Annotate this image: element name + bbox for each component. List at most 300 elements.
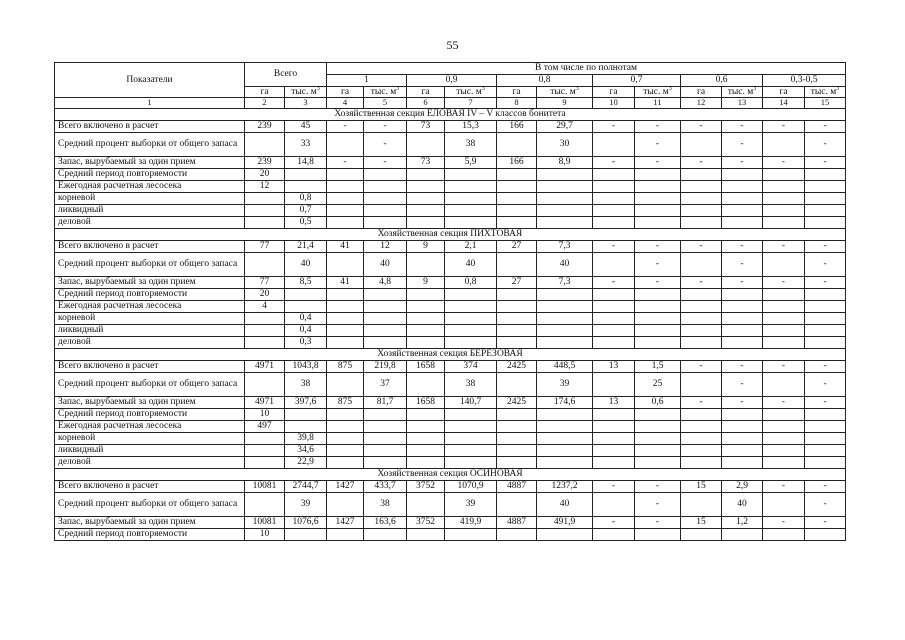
table-cell: 21,4	[285, 240, 327, 252]
table-cell: 374	[445, 360, 497, 372]
table-cell: -	[805, 240, 846, 252]
table-cell: 4,8	[364, 276, 407, 288]
table-cell: 8,5	[285, 276, 327, 288]
table-row	[55, 312, 846, 324]
table-cell: 397,6	[285, 396, 327, 408]
table-cell	[537, 432, 593, 444]
table-cell	[497, 252, 537, 276]
table-cell: -	[805, 396, 846, 408]
table-cell	[327, 168, 364, 180]
table-cell: 140,7	[445, 396, 497, 408]
row-label: корневой	[55, 192, 245, 204]
table-cell	[635, 408, 681, 420]
table-cell	[805, 312, 846, 324]
table-cell: 1427	[327, 480, 364, 492]
table-cell: 12	[364, 240, 407, 252]
total-header: Всего	[245, 63, 327, 87]
table-cell	[327, 192, 364, 204]
table-cell: 0,8	[285, 192, 327, 204]
table-cell: -	[593, 480, 635, 492]
table-cell: 1237,2	[537, 480, 593, 492]
table-cell	[681, 288, 722, 300]
table-cell	[635, 324, 681, 336]
table-cell: 41	[327, 276, 364, 288]
table-cell	[805, 432, 846, 444]
table-cell: 1427	[327, 516, 364, 528]
table-cell	[445, 336, 497, 348]
table-cell	[722, 192, 763, 204]
table-body	[55, 108, 846, 540]
table-cell	[245, 132, 285, 156]
table-cell: 38	[364, 492, 407, 516]
table-cell	[407, 420, 445, 432]
row-label: Ежегодная расчетная лесосека	[55, 420, 245, 432]
table-cell	[763, 312, 805, 324]
table-row	[55, 492, 846, 516]
column-number: 2	[245, 98, 285, 108]
table-cell	[445, 420, 497, 432]
table-cell: 39	[537, 372, 593, 396]
table-cell: 875	[327, 396, 364, 408]
table-cell	[763, 252, 805, 276]
row-label: Средний период повторяемости	[55, 288, 245, 300]
table-cell	[537, 312, 593, 324]
table-cell: 10	[245, 408, 285, 420]
table-cell: -	[593, 516, 635, 528]
table-cell	[364, 168, 407, 180]
table-cell	[327, 216, 364, 228]
section-title-row	[55, 108, 846, 120]
row-label: деловой	[55, 456, 245, 468]
row-label: деловой	[55, 336, 245, 348]
table-cell: 7,3	[537, 276, 593, 288]
table-cell: 4887	[497, 480, 537, 492]
table-cell	[407, 192, 445, 204]
density-header: 1	[327, 75, 407, 87]
table-cell	[537, 180, 593, 192]
table-cell: 41	[327, 240, 364, 252]
table-cell	[327, 132, 364, 156]
table-cell	[681, 528, 722, 540]
table-cell	[364, 432, 407, 444]
table-cell	[327, 456, 364, 468]
table-row	[55, 240, 846, 252]
table-cell	[245, 252, 285, 276]
table-header	[55, 63, 846, 109]
unit-ha: га	[681, 87, 722, 98]
table-cell	[763, 420, 805, 432]
table-cell	[681, 300, 722, 312]
unit-ha: га	[497, 87, 537, 98]
table-cell	[722, 324, 763, 336]
table-cell	[681, 252, 722, 276]
table-cell: 40	[445, 252, 497, 276]
table-cell	[327, 312, 364, 324]
table-cell	[681, 180, 722, 192]
row-label: Средний процент выборки от общего запаса	[55, 252, 245, 276]
table-cell: -	[763, 120, 805, 132]
table-cell	[497, 180, 537, 192]
table-cell	[407, 324, 445, 336]
table-cell: 2,1	[445, 240, 497, 252]
table-cell: 38	[285, 372, 327, 396]
table-cell: 45	[285, 120, 327, 132]
table-cell	[722, 336, 763, 348]
table-cell: 433,7	[364, 480, 407, 492]
table-cell: 0,4	[285, 324, 327, 336]
table-cell	[593, 528, 635, 540]
table-cell	[635, 312, 681, 324]
table-cell	[285, 408, 327, 420]
table-cell: 5,9	[445, 156, 497, 168]
table-cell	[497, 312, 537, 324]
table-cell: 33	[285, 132, 327, 156]
table-cell	[497, 132, 537, 156]
table-cell	[245, 324, 285, 336]
table-cell	[445, 456, 497, 468]
table-row	[55, 120, 846, 132]
table-cell: 39,8	[285, 432, 327, 444]
table-cell	[593, 492, 635, 516]
table-cell	[593, 408, 635, 420]
table-cell: 239	[245, 120, 285, 132]
table-cell: 27	[497, 276, 537, 288]
table-cell	[327, 492, 364, 516]
table-cell	[327, 408, 364, 420]
table-cell	[245, 444, 285, 456]
density-header: 0,7	[593, 75, 681, 87]
table-cell: -	[722, 120, 763, 132]
table-cell	[245, 432, 285, 444]
table-cell: 219,8	[364, 360, 407, 372]
table-cell: -	[763, 360, 805, 372]
table-cell	[497, 408, 537, 420]
table-cell	[805, 324, 846, 336]
table-cell	[497, 324, 537, 336]
table-row	[55, 444, 846, 456]
table-cell	[681, 336, 722, 348]
table-cell	[445, 204, 497, 216]
table-cell	[722, 312, 763, 324]
table-cell	[364, 312, 407, 324]
table-row	[55, 336, 846, 348]
table-row	[55, 372, 846, 396]
table-cell: 0,6	[635, 396, 681, 408]
table-cell	[722, 216, 763, 228]
unit-ha: га	[407, 87, 445, 98]
table-cell	[805, 180, 846, 192]
table-cell: -	[681, 396, 722, 408]
table-cell: 20	[245, 288, 285, 300]
table-cell	[497, 288, 537, 300]
table-cell: 3752	[407, 516, 445, 528]
table-cell	[635, 336, 681, 348]
table-cell	[407, 456, 445, 468]
table-cell	[537, 300, 593, 312]
table-cell	[497, 456, 537, 468]
column-number: 10	[593, 98, 635, 108]
table-cell	[327, 252, 364, 276]
table-cell	[285, 168, 327, 180]
table-cell	[681, 408, 722, 420]
table-cell	[593, 288, 635, 300]
table-cell: -	[593, 156, 635, 168]
table-cell: 9	[407, 276, 445, 288]
table-cell	[593, 432, 635, 444]
table-row	[55, 432, 846, 444]
table-cell	[763, 204, 805, 216]
row-label: Всего включено в расчет	[55, 240, 245, 252]
table-cell	[407, 204, 445, 216]
table-cell	[722, 456, 763, 468]
table-cell: 1070,9	[445, 480, 497, 492]
table-cell: 497	[245, 420, 285, 432]
table-cell: 40	[364, 252, 407, 276]
table-cell: 40	[537, 492, 593, 516]
table-cell: 2,9	[722, 480, 763, 492]
table-cell	[497, 420, 537, 432]
table-cell: 38	[445, 132, 497, 156]
table-cell: -	[805, 372, 846, 396]
table-cell	[445, 432, 497, 444]
section-title: Хозяйственная секция ПИХТОВАЯ	[55, 228, 846, 240]
row-label: Средний период повторяемости	[55, 528, 245, 540]
table-row	[55, 204, 846, 216]
table-cell: -	[593, 276, 635, 288]
section-title: Хозяйственная секция ЕЛОВАЯ IV – V классов бонитета	[55, 108, 846, 120]
table-cell	[635, 180, 681, 192]
table-cell: 1,5	[635, 360, 681, 372]
unit-ha: га	[593, 87, 635, 98]
table-cell: 0,8	[445, 276, 497, 288]
table-cell	[285, 420, 327, 432]
table-cell	[722, 204, 763, 216]
table-cell: 40	[722, 492, 763, 516]
table-cell: -	[364, 120, 407, 132]
table-cell: 22,9	[285, 456, 327, 468]
table-cell	[763, 132, 805, 156]
table-cell: -	[722, 372, 763, 396]
table-cell: -	[681, 156, 722, 168]
table-cell	[681, 324, 722, 336]
table-cell	[407, 312, 445, 324]
table-cell	[364, 300, 407, 312]
table-cell: -	[635, 516, 681, 528]
table-cell	[407, 180, 445, 192]
table-row	[55, 252, 846, 276]
table-cell: 2744,7	[285, 480, 327, 492]
table-cell: 239	[245, 156, 285, 168]
table-cell: -	[722, 360, 763, 372]
table-cell	[445, 312, 497, 324]
table-cell: -	[805, 156, 846, 168]
table-row	[55, 132, 846, 156]
table-cell	[407, 444, 445, 456]
table-cell	[722, 420, 763, 432]
table-cell	[805, 300, 846, 312]
table-cell	[635, 204, 681, 216]
table-cell	[407, 300, 445, 312]
row-label: Запас, вырубаемый за один прием	[55, 156, 245, 168]
section-title: Хозяйственная секция ОСИНОВАЯ	[55, 468, 846, 480]
table-cell	[445, 216, 497, 228]
table-cell	[763, 216, 805, 228]
table-cell: 163,6	[364, 516, 407, 528]
table-cell	[635, 456, 681, 468]
table-cell	[635, 528, 681, 540]
table-cell	[763, 372, 805, 396]
table-cell	[364, 336, 407, 348]
table-cell	[635, 168, 681, 180]
table-cell: 1658	[407, 396, 445, 408]
table-cell	[445, 408, 497, 420]
table-cell	[681, 444, 722, 456]
table-cell	[537, 336, 593, 348]
column-number: 14	[763, 98, 805, 108]
table-cell: -	[722, 252, 763, 276]
table-cell: -	[327, 156, 364, 168]
table-row	[55, 408, 846, 420]
table-cell	[763, 528, 805, 540]
table-cell	[635, 444, 681, 456]
table-cell	[445, 300, 497, 312]
table-cell	[285, 528, 327, 540]
table-cell	[763, 408, 805, 420]
table-cell: -	[805, 516, 846, 528]
table-cell: 4887	[497, 516, 537, 528]
table-cell: 7,3	[537, 240, 593, 252]
table-cell	[285, 180, 327, 192]
table-cell: 1,2	[722, 516, 763, 528]
table-cell	[245, 372, 285, 396]
table-cell: 10081	[245, 480, 285, 492]
table-cell: 1076,6	[285, 516, 327, 528]
column-number: 12	[681, 98, 722, 108]
table-cell	[327, 300, 364, 312]
table-cell: 8,9	[537, 156, 593, 168]
table-cell	[445, 180, 497, 192]
table-cell	[327, 180, 364, 192]
table-cell: 13	[593, 396, 635, 408]
table-cell	[593, 372, 635, 396]
indicators-header: Показатели	[55, 63, 245, 98]
table-cell	[327, 420, 364, 432]
table-cell: 166	[497, 120, 537, 132]
table-cell: -	[763, 156, 805, 168]
table-cell	[763, 324, 805, 336]
table-cell	[722, 444, 763, 456]
table-cell: -	[805, 480, 846, 492]
column-number: 11	[635, 98, 681, 108]
table-cell: 73	[407, 156, 445, 168]
table-cell	[245, 492, 285, 516]
forest-allowable-cut-table	[54, 62, 846, 541]
table-cell	[593, 216, 635, 228]
table-cell: 10	[245, 528, 285, 540]
row-label: ликвидный	[55, 444, 245, 456]
table-cell	[445, 324, 497, 336]
table-row	[55, 156, 846, 168]
table-cell	[593, 324, 635, 336]
table-row	[55, 288, 846, 300]
table-cell	[497, 168, 537, 180]
table-cell	[537, 168, 593, 180]
table-cell	[245, 192, 285, 204]
row-label: корневой	[55, 432, 245, 444]
table-row	[55, 360, 846, 372]
table-cell	[763, 432, 805, 444]
table-cell	[407, 216, 445, 228]
table-row	[55, 168, 846, 180]
table-cell: 25	[635, 372, 681, 396]
table-cell: -	[763, 480, 805, 492]
table-cell	[805, 456, 846, 468]
table-cell: 37	[364, 372, 407, 396]
table-cell	[805, 192, 846, 204]
table-cell	[497, 492, 537, 516]
table-row	[55, 324, 846, 336]
table-cell: -	[722, 132, 763, 156]
row-label: Запас, вырубаемый за один прием	[55, 276, 245, 288]
table-cell	[364, 408, 407, 420]
table-cell	[681, 132, 722, 156]
column-number: 6	[407, 98, 445, 108]
table-cell: -	[681, 360, 722, 372]
table-cell	[445, 528, 497, 540]
table-cell	[681, 168, 722, 180]
table-row	[55, 420, 846, 432]
density-header: 0,9	[407, 75, 497, 87]
table-cell: -	[364, 156, 407, 168]
table-cell	[763, 300, 805, 312]
row-label: деловой	[55, 216, 245, 228]
table-cell	[635, 300, 681, 312]
table-cell: 875	[327, 360, 364, 372]
table-cell	[245, 312, 285, 324]
table-cell: 419,9	[445, 516, 497, 528]
row-label: Ежегодная расчетная лесосека	[55, 300, 245, 312]
section-title-row	[55, 468, 846, 480]
table-cell: -	[722, 156, 763, 168]
table-cell: -	[681, 240, 722, 252]
table-cell	[537, 324, 593, 336]
table-cell	[681, 372, 722, 396]
table-cell	[805, 216, 846, 228]
table-cell: 9	[407, 240, 445, 252]
table-cell	[407, 408, 445, 420]
table-cell: 0,7	[285, 204, 327, 216]
table-cell	[763, 444, 805, 456]
row-label: Всего включено в расчет	[55, 360, 245, 372]
table-cell: -	[635, 120, 681, 132]
table-cell	[364, 204, 407, 216]
column-number: 5	[364, 98, 407, 108]
table-cell: -	[635, 132, 681, 156]
table-cell	[593, 132, 635, 156]
row-label: Всего включено в расчет	[55, 120, 245, 132]
table-row	[55, 480, 846, 492]
table-cell: -	[805, 120, 846, 132]
table-cell: -	[593, 240, 635, 252]
table-cell: 0,3	[285, 336, 327, 348]
table-cell: 1658	[407, 360, 445, 372]
table-cell: 77	[245, 276, 285, 288]
table-cell	[445, 168, 497, 180]
table-cell	[593, 336, 635, 348]
table-cell	[327, 444, 364, 456]
table-cell: -	[635, 480, 681, 492]
page-number: 55	[446, 38, 459, 52]
